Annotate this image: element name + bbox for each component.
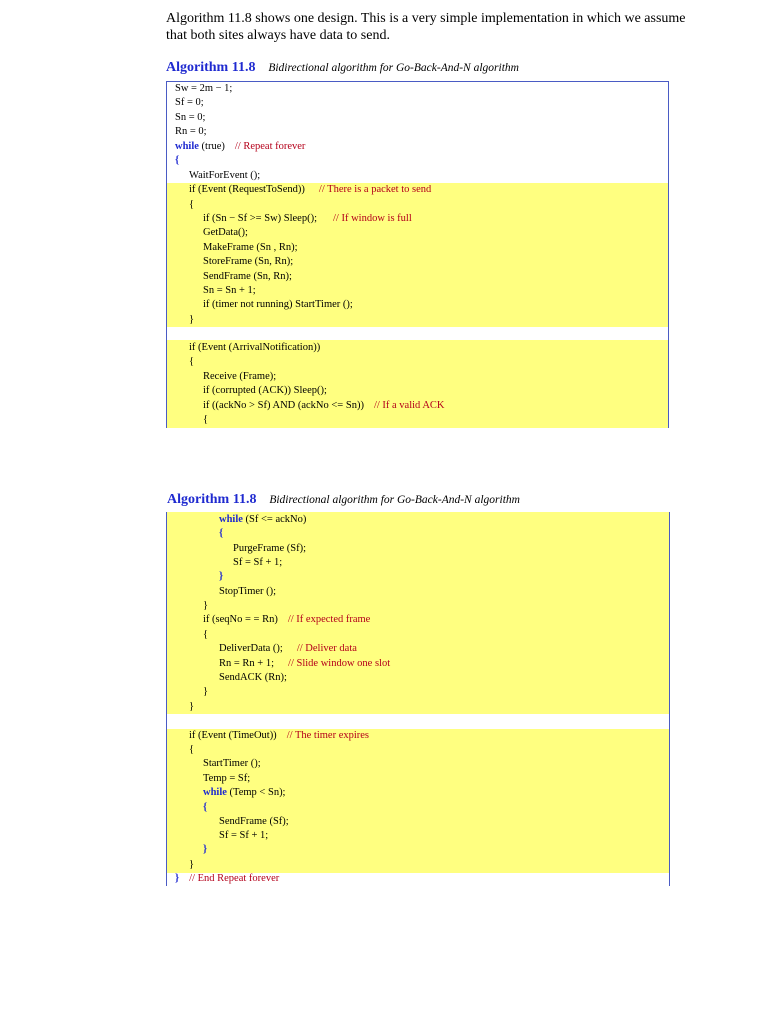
code-box-2 <box>166 512 670 886</box>
code-text: Sf = Sf + 1; <box>233 557 283 568</box>
code-line <box>219 815 289 828</box>
code-text: StoreFrame (Sn, Rn); <box>203 256 294 267</box>
code-line <box>219 829 268 842</box>
code-line <box>175 111 205 124</box>
code-text: if ((ackNo > Sf) AND (ackNo <= Sn)) <box>203 400 364 411</box>
code-text: WaitForEvent (); <box>189 170 261 181</box>
code-line <box>219 527 223 540</box>
code-line <box>189 743 194 756</box>
code-line <box>203 685 208 698</box>
code-line <box>203 772 250 785</box>
code-text: Receive (Frame); <box>203 371 277 382</box>
code-line <box>203 370 276 383</box>
code-line <box>203 843 207 856</box>
code-text: if (corrupted (ACK)) Sleep(); <box>203 385 327 396</box>
code-line <box>203 628 208 641</box>
code-text: if (Event (TimeOut)) <box>189 730 277 741</box>
code-line <box>203 270 292 283</box>
code-text: Sw = 2m − 1; <box>175 83 233 94</box>
code-line <box>219 513 306 526</box>
code-text: Sf = 0; <box>175 97 204 108</box>
code-brace: } <box>175 873 180 884</box>
code-text: if (Event (RequestToSend)) <box>189 184 305 195</box>
code-line <box>203 241 298 254</box>
code-line <box>175 140 305 153</box>
code-line <box>175 125 207 138</box>
code-brace: { <box>175 155 180 166</box>
code-text: { <box>203 629 209 640</box>
code-keyword: while <box>219 514 243 525</box>
algorithm-label: Algorithm 11.8 <box>166 60 256 75</box>
code-line <box>175 82 232 95</box>
code-line <box>189 858 194 871</box>
code-line <box>175 96 204 109</box>
code-line <box>203 212 412 225</box>
code-line <box>203 599 208 612</box>
code-line <box>189 198 194 211</box>
code-line <box>189 700 194 713</box>
code-text: if (Event (ArrivalNotification)) <box>189 342 321 353</box>
code-text: if (Sn − Sf >= Sw) Sleep(); <box>203 213 318 224</box>
code-brace: } <box>203 844 208 855</box>
code-text: Temp = Sf; <box>203 773 251 784</box>
code-text: { <box>189 744 195 755</box>
highlight-band <box>167 729 669 873</box>
code-text: DeliverData (); <box>219 643 283 654</box>
code-brace: { <box>203 802 208 813</box>
code-comment: // If a valid ACK <box>373 400 445 411</box>
code-text: StartTimer (); <box>203 758 261 769</box>
code-box-1 <box>166 81 669 428</box>
code-comment: // End Repeat forever <box>189 873 280 884</box>
code-text: (true) <box>198 141 225 152</box>
code-comment: // There is a packet to send <box>318 184 432 195</box>
code-line <box>189 169 260 182</box>
code-comment: // Slide window one slot <box>288 658 391 669</box>
code-text: Sn = 0; <box>175 112 206 123</box>
code-text: } <box>189 859 195 870</box>
code-line <box>203 284 256 297</box>
code-line <box>233 556 282 569</box>
algorithm-label: Algorithm 11.8 <box>167 492 257 507</box>
code-line <box>203 226 248 239</box>
code-line <box>219 585 276 598</box>
code-comment: // The timer expires <box>286 730 370 741</box>
code-line <box>219 671 287 684</box>
algorithm-description: Bidirectional algorithm for Go-Back-And-N algorithm <box>268 62 519 74</box>
code-text: Rn = 0; <box>175 126 207 137</box>
code-line <box>203 384 327 397</box>
code-comment: // Repeat forever <box>234 141 306 152</box>
code-text: Sf = Sf + 1; <box>219 830 269 841</box>
code-line <box>233 542 306 555</box>
code-text: GetData(); <box>203 227 248 238</box>
code-line <box>219 642 357 655</box>
code-line <box>189 183 431 196</box>
code-text: (Sf <= ackNo) <box>242 514 307 525</box>
code-line <box>203 786 285 799</box>
code-text: { <box>189 199 195 210</box>
code-brace: { <box>219 528 224 539</box>
code-line <box>175 872 279 885</box>
intro-paragraph: Algorithm 11.8 shows one design. This is a very simple implementation in which we assume that both sites always have data to send. <box>166 11 686 43</box>
code-brace: } <box>219 571 224 582</box>
code-line <box>203 613 370 626</box>
code-line <box>203 255 293 268</box>
code-text: { <box>189 356 195 367</box>
code-text: } <box>189 701 195 712</box>
code-line <box>203 413 208 426</box>
code-text: if (timer not running) StartTimer (); <box>203 299 353 310</box>
code-comment: // If expected frame <box>287 614 371 625</box>
code-text: MakeFrame (Sn , Rn); <box>203 242 298 253</box>
code-line <box>189 341 320 354</box>
code-text: StopTimer (); <box>219 586 277 597</box>
code-text: SendFrame (Sf); <box>219 816 289 827</box>
code-line <box>189 729 369 742</box>
algorithm-caption-2 <box>167 492 520 508</box>
code-comment: // Deliver data <box>296 643 357 654</box>
code-line <box>203 757 261 770</box>
code-text: PurgeFrame (Sf); <box>233 543 307 554</box>
code-text: SendFrame (Sn, Rn); <box>203 271 292 282</box>
code-keyword: while <box>203 787 227 798</box>
code-text: (Temp < Sn); <box>226 787 286 798</box>
code-text: } <box>203 600 209 611</box>
algorithm-description: Bidirectional algorithm for Go-Back-And-N algorithm <box>269 494 520 506</box>
code-keyword: while <box>175 141 199 152</box>
code-line <box>219 570 223 583</box>
code-text: } <box>203 686 209 697</box>
code-text: Sn = Sn + 1; <box>203 285 256 296</box>
code-line <box>203 801 207 814</box>
code-line <box>175 154 179 167</box>
code-text: if (seqNo = = Rn) <box>203 614 278 625</box>
code-text: Rn = Rn + 1; <box>219 658 275 669</box>
code-line <box>203 298 353 311</box>
code-comment: // If window is full <box>333 213 412 224</box>
code-line <box>203 399 445 412</box>
algorithm-caption-1 <box>166 60 519 76</box>
code-line <box>189 313 194 326</box>
code-text: } <box>189 314 195 325</box>
code-text: { <box>203 414 209 425</box>
code-line <box>189 355 194 368</box>
code-text: SendACK (Rn); <box>219 672 287 683</box>
code-line <box>219 657 390 670</box>
